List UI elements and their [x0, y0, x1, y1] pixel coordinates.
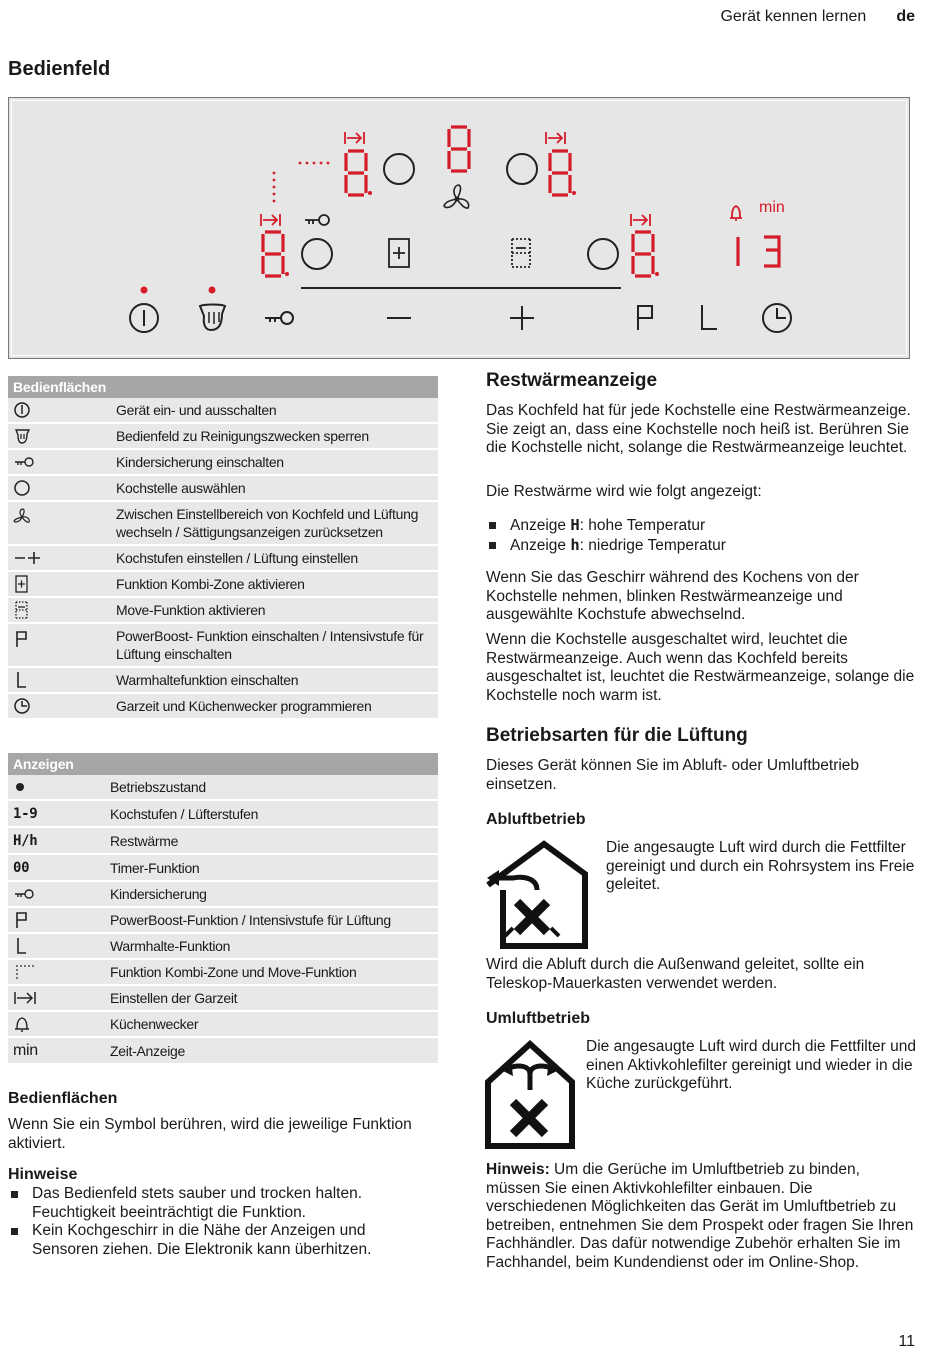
l-icon — [13, 671, 33, 689]
paragraph: Die angesaugte Luft wird durch die Fettfilter und einen Aktivkohlefilter gereinigt und wieder in die Küche zurückgeführt. — [586, 1038, 916, 1092]
table-heading: Bedienflächen — [8, 376, 438, 398]
table-row: Küchenwecker — [8, 1011, 438, 1037]
hint-paragraph: Hinweis: Um die Gerüche im Umluftbetrieb zu binden, müssen Sie einen Aktivkohlefilter einbauen. Die verschiedenen Möglichkeiten das Gerät im Umluftbetrieb zu betreiben, entnehmen Sie dem Prospekt oder fragen Sie Ihren Fachhändler. Das dafür notwendige Zubehör erhalten Sie im Fachhandel, beim Kundendienst oder im Online-Shop. — [486, 1161, 914, 1271]
zone-select-circle-4 — [588, 239, 618, 269]
table-row: H/h Restwärme — [8, 827, 438, 854]
zone-select-circle-3 — [302, 239, 332, 269]
table-row: Funktion Kombi-Zone aktivieren — [8, 571, 438, 597]
residual-heat-list — [486, 516, 916, 555]
paragraph: Wenn Sie das Geschirr während des Kochens von der Kochstelle nehmen, blinken Restwärmeanzeige und ausgewählte Kochstufe abwechselnd. — [486, 569, 859, 623]
table-row: Funktion Kombi-Zone und Move-Funktion — [8, 959, 438, 985]
list-item: Das Bedienfeld stets sauber und trocken halten. Feuchtigkeit beeinträchtigt die Funktion. — [8, 1185, 428, 1222]
combi-zone-icon — [13, 575, 33, 593]
power-icon — [13, 401, 33, 419]
dotted-indicator-vertical — [273, 172, 276, 203]
table-heading: Anzeigen — [8, 753, 438, 775]
l-icon — [702, 305, 717, 329]
min-text-icon: min — [13, 1042, 38, 1059]
bell-icon — [13, 1015, 33, 1033]
dot-icon — [13, 778, 33, 796]
list-item: Anzeige h: niedrige Temperatur — [486, 536, 916, 556]
timer-display — [738, 237, 779, 266]
timer-arrow-icon-3 — [261, 214, 280, 226]
list-item: Kein Kochgeschirr in die Nähe der Anzeigen und Sensoren ziehen. Die Elektronik kann überhitzen. — [8, 1222, 428, 1259]
table-row: Kindersicherung — [8, 881, 438, 907]
displays-table — [8, 753, 438, 1065]
recirculation-house-icon — [485, 1040, 575, 1150]
move-icon — [13, 601, 33, 619]
fan-icon — [444, 185, 469, 208]
key-icon — [13, 453, 37, 471]
timer-arrow-icon-2 — [546, 132, 565, 144]
power-icon — [130, 304, 158, 332]
clock-icon — [763, 304, 791, 332]
paragraph: Dieses Gerät können Sie im Abluft- oder Umluftbetrieb einsetzen. — [486, 757, 860, 793]
plus-icon — [510, 306, 534, 330]
paragraph: Die Restwärme wird wie folgt angezeigt: — [486, 483, 762, 500]
l-icon — [13, 937, 33, 955]
zone-select-circle-2 — [507, 154, 537, 184]
table-row: Betriebszustand — [8, 775, 438, 800]
control-surfaces-table — [8, 376, 438, 720]
seg-00-icon: 00 — [13, 860, 30, 876]
zone-select-circle-1 — [384, 154, 414, 184]
table-row: Warmhalte-Funktion — [8, 933, 438, 959]
fan-level-display — [449, 127, 469, 171]
paragraph: Wenn Sie ein Symbol berühren, wird die jeweilige Funktion aktiviert. — [8, 1116, 412, 1152]
cooking-level-display-2 — [550, 151, 570, 195]
arrow-bar-icon — [13, 989, 39, 1007]
bell-icon — [730, 206, 742, 220]
page-number: 11 — [898, 1333, 915, 1350]
p-icon — [13, 911, 33, 929]
key-icon — [305, 215, 329, 225]
cooking-level-display-3 — [263, 232, 283, 276]
heading-restwaermeanzeige: Restwärmeanzeige — [486, 370, 658, 391]
hand-wipe-icon — [13, 427, 33, 445]
control-panel-illustration — [8, 97, 910, 359]
circle-icon — [13, 479, 33, 497]
timer-arrow-icon-1 — [345, 132, 364, 144]
table-row: Move-Funktion aktivieren — [8, 597, 438, 623]
heading-umluftbetrieb: Umluftbetrieb — [486, 1010, 590, 1027]
table-row: Warmhaltefunktion einschalten — [8, 667, 438, 693]
cooking-level-display-1 — [346, 151, 366, 195]
hand-wipe-icon — [200, 305, 225, 331]
clock-icon — [13, 697, 33, 715]
p-icon — [638, 306, 652, 330]
section-heading-hinweise: Hinweise — [8, 1166, 78, 1183]
paragraph: Das Kochfeld hat für jede Kochstelle eine Restwärmeanzeige. Sie zeigt an, dass eine Kochstelle noch heiß ist. Berühren Sie die Kochstelle nicht, solange die Restwärmeanzeige leuchtet. — [486, 402, 911, 456]
page-header — [720, 8, 915, 26]
table-row: Einstellen der Garzeit — [8, 985, 438, 1011]
table-row: Kochstufen einstellen / Lüftung einstellen — [8, 545, 438, 571]
paragraph: Die angesaugte Luft wird durch die Fettfilter gereinigt und durch ein Rohrsystem ins Freie geleitet. — [606, 839, 915, 893]
table-row: PowerBoost- Funktion einschalten / Intensivstufe für Lüftung einschalten — [8, 623, 438, 667]
table-row: Bedienfeld zu Reinigungszwecken sperren — [8, 423, 438, 449]
table-row: Zwischen Einstellbereich von Kochfeld und Lüftung wechseln / Sättigungsanzeigen zurücksetzen — [8, 501, 438, 545]
dots-corner-icon — [13, 963, 37, 981]
cooking-level-display-4 — [633, 232, 653, 276]
min-label: min — [759, 199, 785, 216]
language-code: de — [896, 8, 915, 25]
table-row: min Zeit-Anzeige — [8, 1037, 438, 1064]
move-icon — [512, 239, 530, 267]
key-icon — [13, 885, 37, 903]
timer-arrow-icon-4 — [631, 214, 650, 226]
paragraph: Wird die Abluft durch die Außenwand geleitet, sollte ein Teleskop-Mauerkasten verwendet werden. — [486, 956, 865, 992]
seg-h-icon: H/h — [13, 833, 38, 849]
heading-betriebsarten: Betriebsarten für die Lüftung — [486, 725, 748, 746]
seg-h-low-icon: h — [570, 535, 580, 554]
combi-zone-icon — [389, 239, 409, 267]
table-row: Kindersicherung einschalten — [8, 449, 438, 475]
section-title: Gerät kennen lernen — [720, 8, 867, 25]
seg-1-9-icon: 1-9 — [13, 806, 38, 822]
table-row: PowerBoost-Funktion / Intensivstufe für Lüftung — [8, 907, 438, 933]
paragraph: Wenn die Kochstelle ausgeschaltet wird, leuchtet die Restwärmeanzeige. Auch wenn das Kochfeld bereits ausgeschaltet ist, leuchtet die Restwärmeanzeige, solange die Kochstelle noch warm ist. — [486, 631, 915, 704]
table-row: Garzeit und Küchenwecker programmieren — [8, 693, 438, 719]
dotted-indicator-top — [299, 162, 330, 165]
seg-h-high-icon: H — [570, 516, 580, 534]
p-icon — [13, 630, 33, 648]
table-row: Gerät ein- und ausschalten — [8, 398, 438, 423]
table-row: 1-9 Kochstufen / Lüfterstufen — [8, 800, 438, 827]
heading-abluftbetrieb: Abluftbetrieb — [486, 811, 586, 828]
notes-list — [8, 1185, 428, 1259]
exhaust-house-icon — [485, 840, 590, 950]
control-panel-drawing — [9, 98, 911, 360]
table-row: 00 Timer-Funktion — [8, 854, 438, 881]
list-item: Anzeige H: hohe Temperatur — [486, 516, 916, 536]
fan-icon — [13, 508, 33, 526]
table-row: Kochstelle auswählen — [8, 475, 438, 501]
key-icon-button — [265, 312, 293, 324]
minus-plus-icon — [13, 549, 43, 567]
section-heading-bedienflaechen: Bedienflächen — [8, 1090, 118, 1107]
page-title: Bedienfeld — [8, 58, 111, 80]
